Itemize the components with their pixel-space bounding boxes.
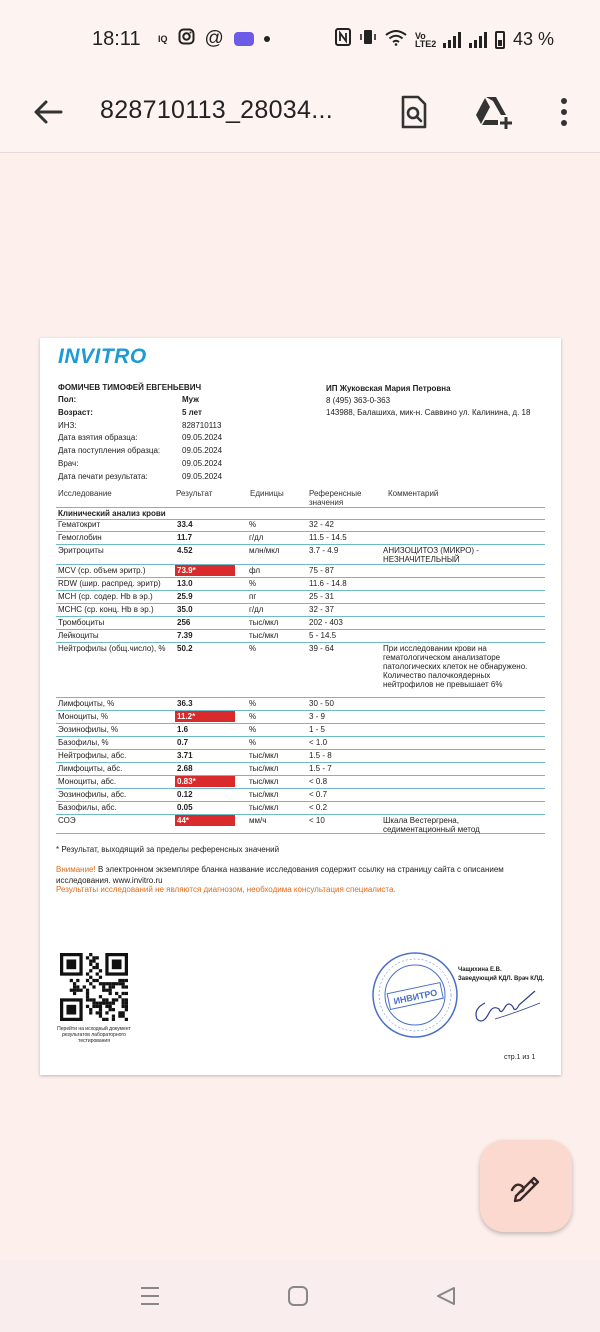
test-unit: тыс/мкл (249, 631, 279, 640)
notification-icons (158, 28, 270, 50)
test-name: Моноциты, % (58, 712, 109, 721)
battery-icon (495, 31, 505, 49)
signer-name: Чащихина Е.В. (458, 967, 502, 973)
table-row (56, 776, 545, 789)
test-unit: г/дл (249, 533, 264, 542)
patient-field-label: ИНЗ: (58, 420, 77, 430)
status-time: 18:11 (92, 28, 141, 50)
test-result: 0.83* (175, 776, 235, 787)
test-name: Моноциты, абс. (58, 777, 117, 786)
table-row (56, 630, 545, 643)
table-row (56, 698, 545, 711)
patient-field-value: 828710113 (182, 420, 222, 430)
test-result: 36.3 (177, 699, 193, 708)
test-result: 2.68 (177, 764, 193, 773)
arrow-left-icon (33, 99, 63, 125)
test-result: 1.6 (177, 725, 189, 734)
home-square-icon (287, 1285, 309, 1307)
test-name: Эритроциты (58, 546, 104, 555)
test-name: Гемоглобин (58, 533, 102, 542)
test-unit: тыс/мкл (249, 790, 279, 799)
test-unit: млн/мкл (249, 546, 280, 555)
test-reference: < 0.7 (309, 790, 328, 799)
app-bar (0, 76, 600, 152)
lab-stamp (370, 950, 460, 1040)
test-reference: < 0.8 (309, 777, 328, 786)
patient-field-value: 09.05.2024 (182, 446, 223, 456)
table-row (56, 815, 545, 834)
test-unit: % (249, 520, 257, 529)
test-name: RDW (шир. распред. эритр) (58, 579, 161, 588)
invitro-logo: INVITRO (58, 345, 147, 368)
test-unit: г/дл (249, 605, 264, 614)
signal-icon (443, 32, 461, 48)
test-comment: При исследовании крови на гематологическом анализаторе патологических клеток не обнаружено. Количество палочкоядерных нейтрофилов не превышает 6% (383, 644, 528, 689)
system-icons (335, 28, 554, 51)
patient-field-label: Возраст: (58, 407, 93, 417)
triangle-back-icon (435, 1285, 457, 1307)
test-result: 7.39 (177, 631, 193, 640)
test-result: 13.0 (177, 579, 193, 588)
test-comment: АНИЗОЦИТОЗ (МИКРО) - НЕЗНАЧИТЕЛЬНЫЙ (383, 546, 479, 564)
search-document-button[interactable] (390, 88, 438, 136)
test-name: Базофилы, % (58, 738, 109, 747)
test-unit: тыс/мкл (249, 751, 279, 760)
test-result: 256 (177, 618, 191, 627)
table-row (56, 724, 545, 737)
attention-label: Внимание! (56, 865, 96, 874)
test-reference: 5 - 14.5 (309, 631, 337, 640)
test-name: MCV (ср. объем эритр.) (58, 566, 146, 575)
test-unit: % (249, 644, 257, 653)
patient-field-label: Дата поступления образца: (58, 446, 161, 456)
add-to-drive-button[interactable] (470, 88, 518, 136)
test-unit: тыс/мкл (249, 777, 279, 786)
add-to-drive-icon (474, 95, 514, 129)
test-comment: Шкала Вестергрена, седиментационный метод (383, 816, 480, 834)
edit-fab[interactable] (480, 1140, 572, 1232)
test-name: MCH (ср. содер. Hb в эр.) (58, 592, 153, 601)
table-row (56, 519, 545, 532)
more-icon (560, 97, 568, 127)
test-reference: 11.6 - 14.8 (309, 579, 347, 588)
signal-icon (469, 32, 487, 48)
menu-lines-icon (139, 1285, 161, 1307)
test-name: СОЭ (58, 816, 76, 825)
back-button[interactable] (26, 90, 70, 134)
nfc-icon (335, 28, 351, 51)
test-reference: 1 - 5 (309, 725, 326, 734)
iq-icon: IQ (158, 34, 168, 44)
test-result: 4.52 (177, 546, 193, 555)
vibrate-icon (359, 28, 377, 51)
signature (465, 983, 545, 1028)
test-result: 0.12 (177, 790, 193, 799)
test-result: 44* (175, 815, 235, 826)
test-result: 35.0 (177, 605, 193, 614)
recent-apps-button[interactable] (130, 1278, 170, 1314)
test-name: Эозинофилы, % (58, 725, 119, 734)
header-comment: Комментарий (388, 489, 439, 498)
search-document-icon (399, 95, 429, 129)
test-unit: % (249, 579, 257, 588)
test-unit: тыс/мкл (249, 803, 279, 812)
qr-code[interactable] (60, 953, 128, 1021)
table-row (56, 711, 545, 724)
table-row (56, 578, 545, 591)
footnote: * Результат, выходящий за пределы референсных значений (56, 845, 280, 854)
table-row (56, 617, 545, 630)
table-row (56, 591, 545, 604)
table-row (56, 789, 545, 802)
test-result: 25.9 (177, 592, 193, 601)
patient-field-value: Муж (182, 395, 199, 404)
test-name: Эозинофилы, абс. (58, 790, 127, 799)
table-row (56, 643, 545, 698)
attention-text: В электронном экземпляре бланка название исследования содержит ссылку на страницу сайта с описанием исследования. www.invitro.ru (56, 865, 504, 885)
back-nav-button[interactable] (426, 1278, 466, 1314)
test-result: 11.2* (175, 711, 235, 722)
system-nav-bar (0, 1260, 600, 1332)
test-name: Лимфоциты, абс. (58, 764, 123, 773)
signer (458, 966, 544, 984)
test-unit: % (249, 738, 257, 747)
battery-level: 43 % (512, 29, 554, 49)
at-icon: @ (204, 28, 224, 49)
lab-phone: 8 (495) 363-0-363 (326, 396, 391, 405)
test-reference: 30 - 50 (309, 699, 334, 708)
test-unit: пг (249, 592, 257, 601)
test-reference: 11.5 - 14.5 (309, 533, 347, 542)
test-unit: тыс/мкл (249, 618, 279, 627)
table-row (56, 604, 545, 617)
wifi-icon (385, 29, 407, 51)
test-unit: % (249, 712, 257, 721)
document-page (40, 338, 561, 1075)
test-reference: 202 - 403 (309, 618, 343, 627)
table-row (56, 532, 545, 545)
test-result: 0.7 (177, 738, 189, 747)
test-unit: мм/ч (249, 816, 267, 825)
patient-field-value: 09.05.2024 (182, 471, 223, 481)
test-name: Гематокрит (58, 520, 101, 529)
patient-field-label: Дата печати результата: (58, 471, 148, 481)
signer-title: Заведующий КДЛ. Врач КЛД. (458, 976, 545, 982)
test-reference: 3 - 9 (309, 712, 326, 721)
test-name: MCHC (ср. конц. Hb в эр.) (58, 605, 154, 614)
test-reference: 1.5 - 8 (309, 751, 332, 760)
test-reference: 32 - 37 (309, 605, 334, 614)
test-result: 50.2 (177, 644, 193, 653)
test-unit: % (249, 699, 257, 708)
test-reference: 75 - 87 (309, 566, 334, 575)
test-reference: 3.7 - 4.9 (309, 546, 339, 555)
lab-name: ИП Жуковская Мария Петровна (326, 384, 451, 393)
table-row (56, 545, 545, 565)
document-title: 828710113_28034... (100, 96, 333, 124)
test-result: 0.05 (177, 803, 193, 812)
test-reference: 1.5 - 7 (309, 764, 332, 773)
patient-field-label: Пол: (58, 395, 77, 404)
stamp-text: ИНВИТРО (392, 987, 439, 1007)
test-unit: % (249, 725, 257, 734)
table-row (56, 737, 545, 750)
table-row (56, 565, 545, 578)
test-reference: < 0.2 (309, 803, 328, 812)
test-reference: 25 - 31 (309, 592, 334, 601)
test-name: Нейтрофилы (общ.число), % (58, 644, 166, 653)
test-result: 33.4 (177, 520, 193, 529)
test-reference: < 1.0 (309, 738, 328, 747)
instagram-icon (178, 28, 195, 50)
test-result: 73.9* (175, 565, 235, 576)
qr-caption: Перейти на исходный документ результатов лабораторного тестирования (57, 1026, 131, 1044)
lab-address: 143988, Балашиха, мик-н. Саввино ул. Калинина, д. 18 (326, 408, 531, 417)
test-name: Нейтрофилы, абс. (58, 751, 127, 760)
test-reference: 39 - 64 (309, 644, 334, 653)
test-result: 3.71 (177, 751, 193, 760)
header-reference: Референсные значения (309, 489, 362, 507)
test-name: Лейкоциты (58, 631, 99, 640)
patient-field-value: 5 лет (182, 407, 202, 417)
cloud-app-icon (234, 32, 254, 46)
table-row (56, 750, 545, 763)
app-bar-divider (0, 152, 600, 153)
test-reference: < 10 (309, 816, 325, 825)
disclaimer: Результаты исследований не являются диагнозом, необходима консультация специалиста. (56, 885, 396, 894)
attention-note (56, 864, 551, 886)
test-result: 11.7 (177, 533, 193, 542)
test-name: Лимфоциты, % (58, 699, 115, 708)
patient-field-label: Врач: (58, 459, 79, 468)
test-name: Тромбоциты (58, 618, 105, 627)
header-units: Единицы (250, 489, 284, 498)
test-reference: 32 - 42 (309, 520, 334, 529)
patient-field-label: Дата взятия образца: (58, 433, 138, 443)
test-unit: тыс/мкл (249, 764, 279, 773)
patient-field-value: 09.05.2024 (182, 459, 223, 468)
patient-field-value: 09.05.2024 (182, 433, 223, 443)
status-bar (0, 0, 600, 76)
table-row (56, 802, 545, 815)
test-unit: фл (249, 566, 261, 575)
section-title: Клинический анализ крови (58, 509, 166, 518)
table-row (56, 763, 545, 776)
header-result: Результат (176, 489, 213, 498)
test-name: Базофилы, абс. (58, 803, 117, 812)
page-number: стр.1 из 1 (504, 1054, 536, 1061)
edit-pen-icon (506, 1166, 546, 1206)
patient-name: ФОМИЧЕВ ТИМОФЕЙ ЕВГЕНЬЕВИЧ (58, 383, 202, 392)
dot-icon (264, 36, 270, 42)
home-button[interactable] (278, 1278, 318, 1314)
header-test: Исследование (58, 489, 112, 498)
volte-icon: Vo LTE2 (414, 30, 437, 49)
more-options-button[interactable] (540, 88, 588, 136)
